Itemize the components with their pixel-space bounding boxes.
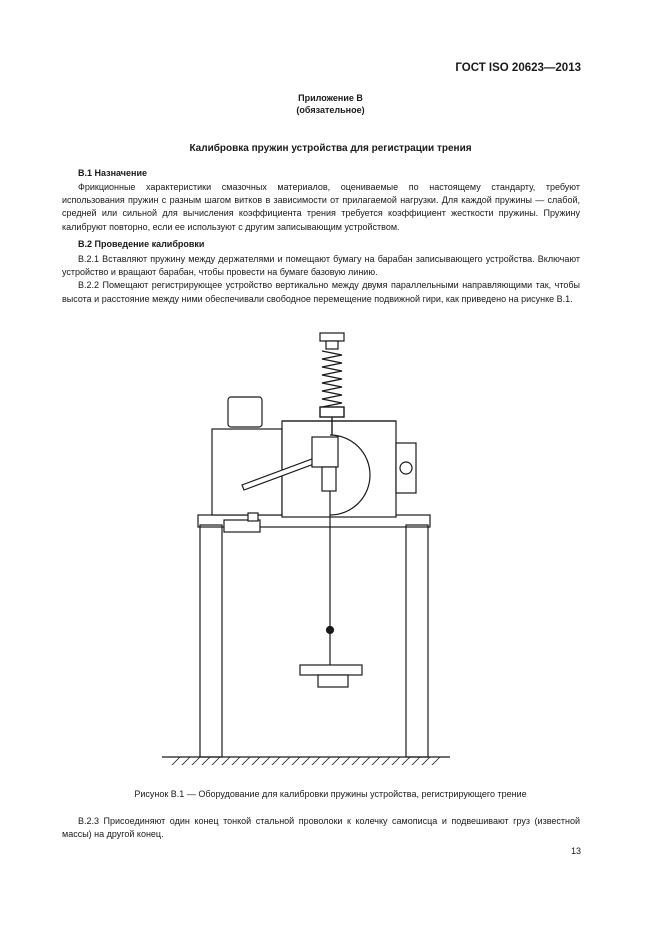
paragraph-b22: В.2.2 Помещают регистрирующее устройство вертикально между двумя параллельными направляющими так, чтобы высота и расстояние между ними обеспечивали свободное перемещение подвижной гири, как приведено на рисунке В.1. — [62, 280, 580, 304]
annex-title: Приложение В — [298, 93, 363, 103]
paragraph: Фрикционные характеристики смазочных материалов, оцениваемые по настоящему стандарту, требуют использования пружин с разным шагом витков в зависимости от прилагаемой нагрузки. Для каждой пружины — слабой, средней или сильной для вычисления коэффициента трения требуется коэффициент жесткости пружины. Пружину калибруют повторно, если ее используют с другим записывающим устройством. — [62, 182, 580, 232]
paragraph-b23: В.2.3 Присоединяют один конец тонкой стальной проволоки к колечку самописца и подвешивают груз (известной массы) на другой конец. — [62, 816, 580, 840]
page-number: 13 — [570, 846, 581, 856]
section-b23-text — [62, 815, 580, 841]
table-leg-right — [406, 525, 428, 757]
weight-base — [318, 675, 348, 687]
figure-caption: Рисунок В.1 — Оборудование для калибровки пружины устройства, регистрирующего трение — [134, 789, 527, 799]
motor-housing — [212, 429, 282, 515]
calibration-apparatus-figure — [150, 325, 450, 765]
adjust-knob-icon — [400, 462, 412, 474]
table-leg-left — [200, 525, 222, 757]
section-b2-heading: В.2 Проведение калибровки — [78, 239, 205, 249]
floor-hatching — [164, 757, 440, 765]
annex-status: (обязательное) — [296, 105, 365, 115]
section-b1-text — [62, 181, 580, 234]
paragraph-b21: В.2.1 Вставляют пружину между держателями и помещают бумагу на барабан записывающего устройства. Включают устройство и вращают барабан, чтобы провести на бумаге базовую линию. — [62, 254, 580, 278]
page-title: Калибровка пружин устройства для регистрации трения — [189, 143, 472, 154]
spring-cap — [320, 333, 344, 341]
annex-heading — [0, 92, 661, 116]
weight-plate — [300, 665, 362, 675]
motor-cap — [228, 397, 262, 427]
section-b1-heading: В.1 Назначение — [78, 168, 148, 178]
pen-carriage — [322, 467, 336, 491]
table-clamp — [224, 520, 260, 532]
wire-ring — [327, 627, 334, 634]
section-b2-text — [62, 253, 580, 306]
standard-number: ГОСТ ISO 20623—2013 — [455, 62, 581, 74]
pen-holder — [312, 437, 338, 467]
